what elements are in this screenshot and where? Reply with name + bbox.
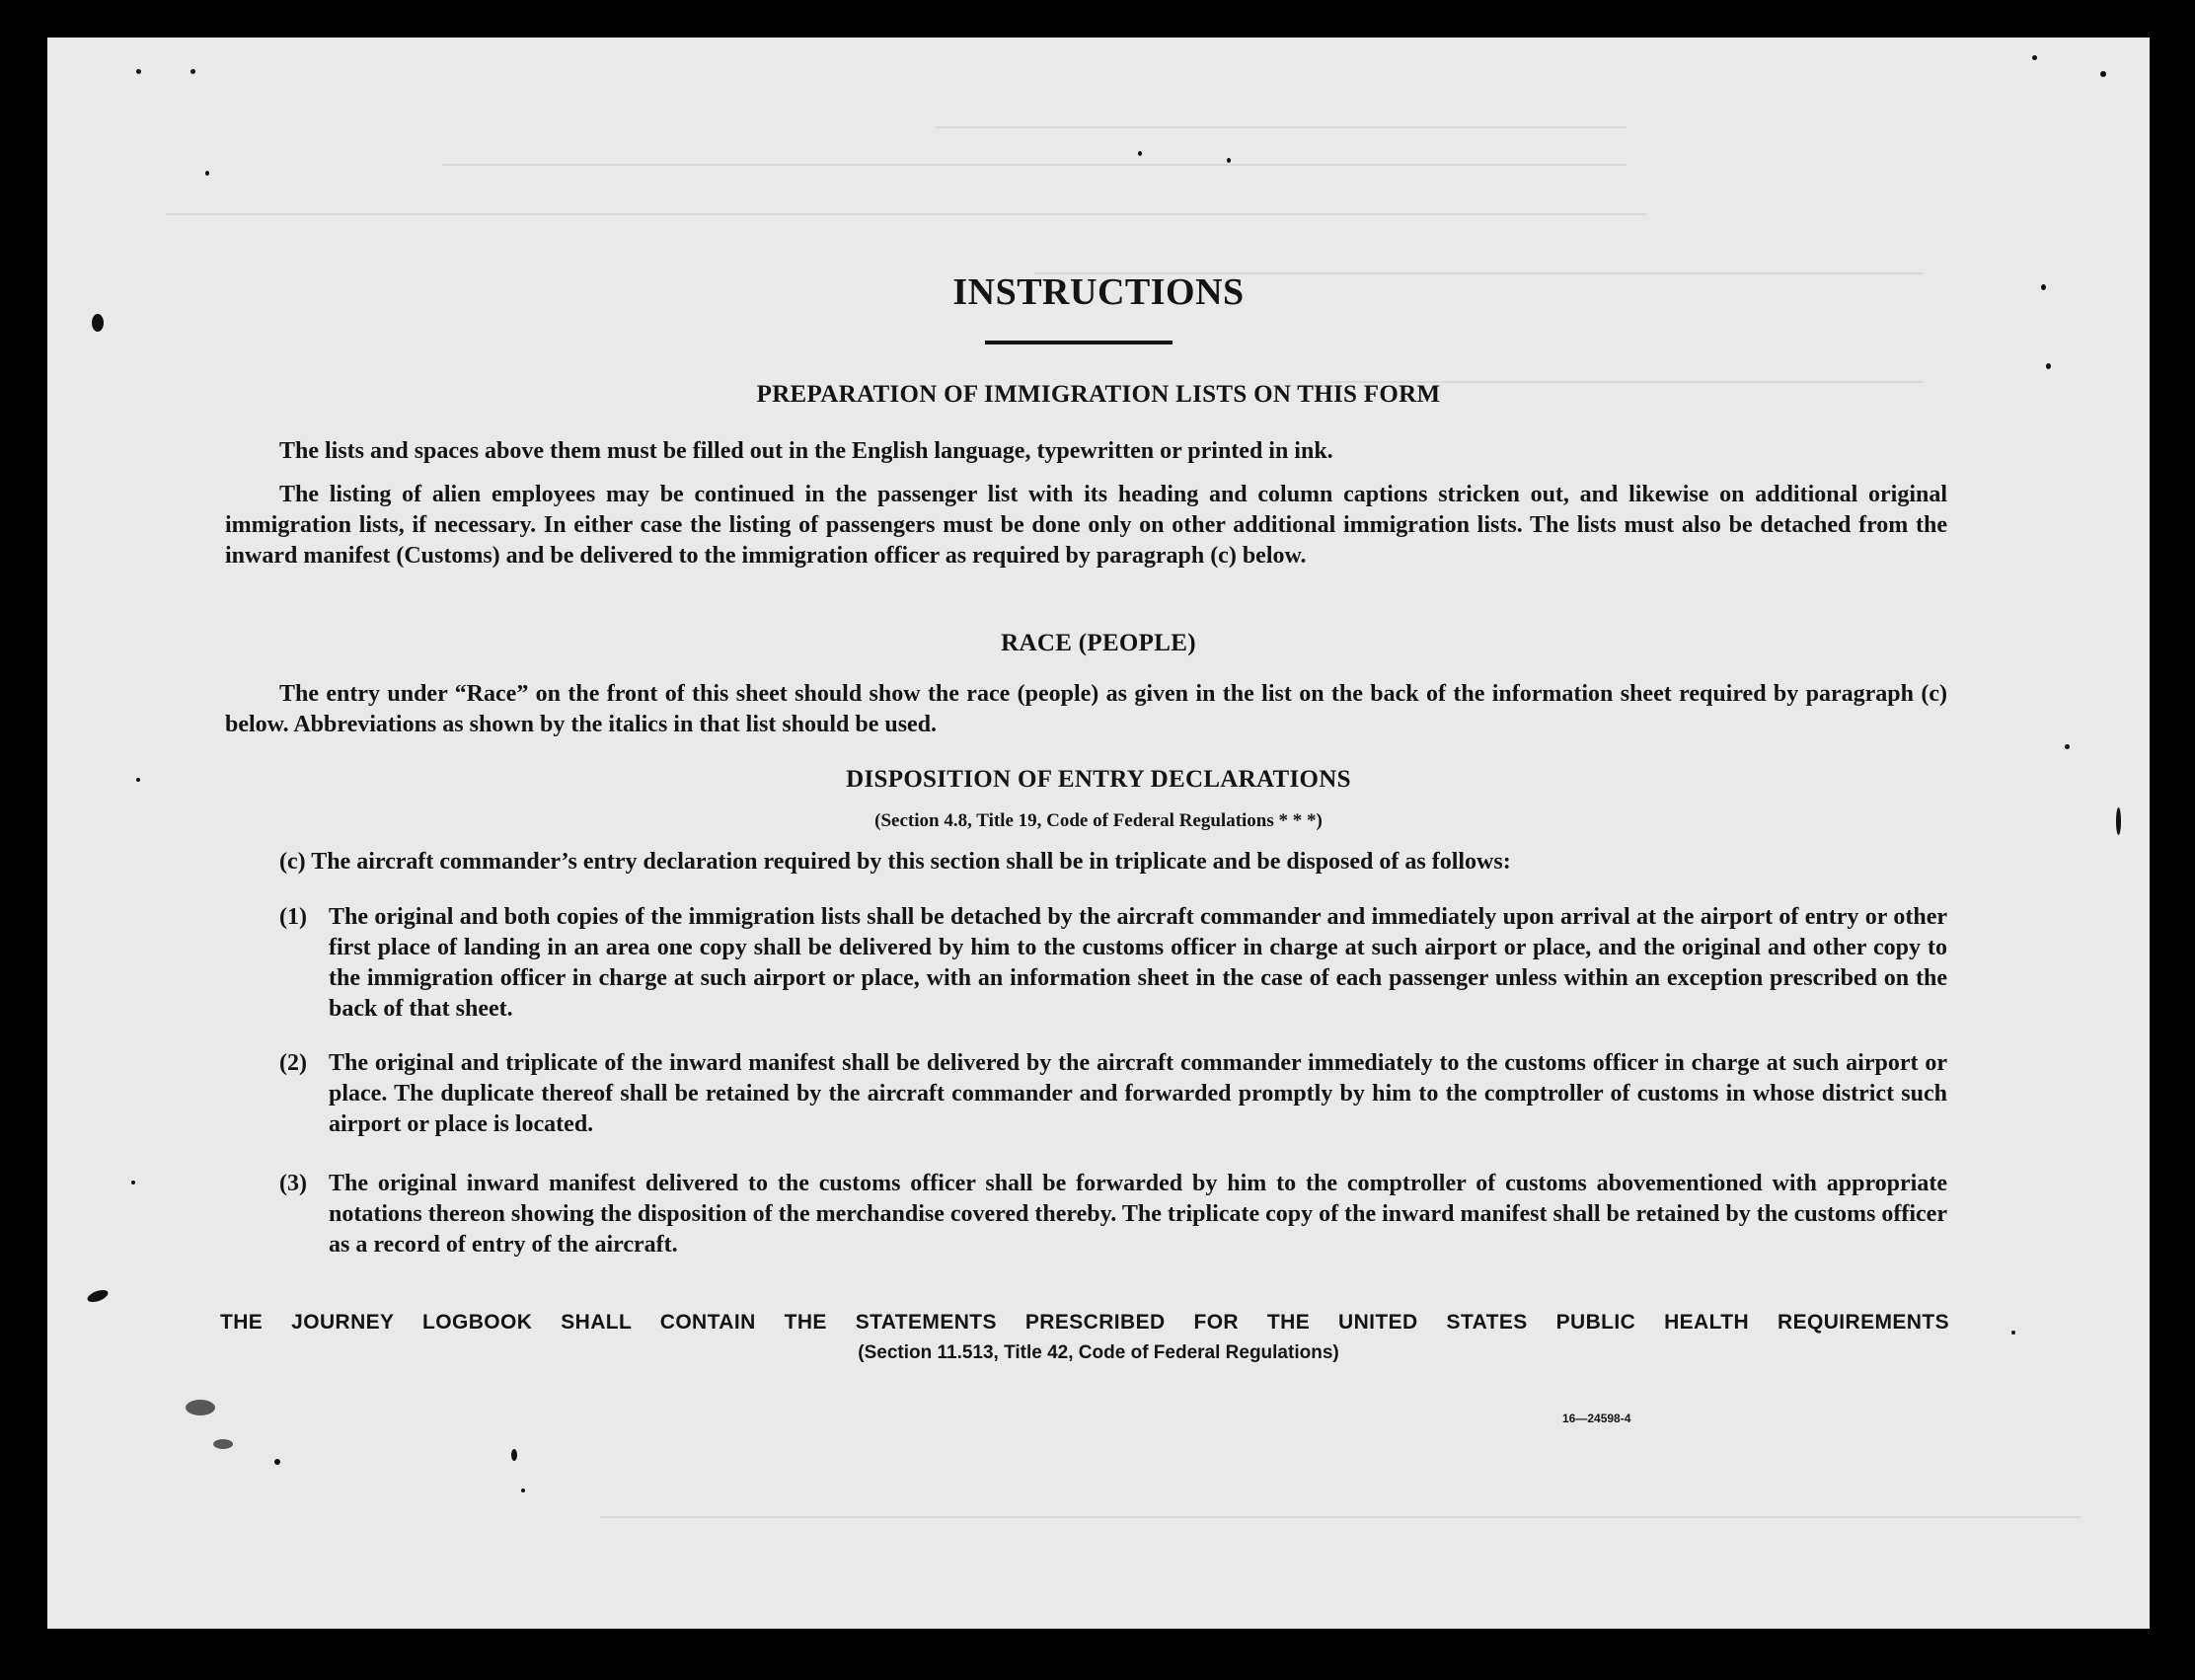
disposition-citation: (Section 4.8, Title 19, Code of Federal Regulations * * *) bbox=[874, 810, 1323, 831]
footer-citation: (Section 11.513, Title 42, Code of Federal Regulations) bbox=[858, 1342, 1339, 1363]
scan-speck bbox=[131, 1181, 135, 1184]
scan-speck bbox=[2032, 55, 2037, 60]
item-text: The original and both copies of the immigration lists shall be detached by the aircraft commander and immediately upon arrival at the airport of entry or other first place of landing in an area one copy shall be delivered by him to the customs officer in charge at such airport or place, and the original and other copy to the immigration officer in charge at such airport or place, with an information sheet in the case of each passenger unless within an exception prescribed on the back of that sheet. bbox=[329, 904, 1947, 1022]
scan-speck bbox=[92, 314, 104, 332]
preparation-paragraph-1 bbox=[225, 436, 1947, 467]
preparation-paragraph-2 bbox=[225, 480, 1947, 572]
scan-speck bbox=[1227, 158, 1231, 163]
footer-statement: THE JOURNEY LOGBOOK SHALL CONTAIN THE STATEMENTS PRESCRIBED FOR THE UNITED STATES PUBLIC HEALTH REQUIREMENTS bbox=[220, 1311, 1949, 1334]
bleed-through-mark bbox=[442, 146, 1627, 166]
scan-speck bbox=[2046, 363, 2051, 369]
scan-speck bbox=[521, 1489, 525, 1492]
preparation-paragraph-1-text: The lists and spaces above them must be filled out in the English language, typewritten or printed in ink. bbox=[279, 438, 1333, 464]
scan-speck bbox=[205, 171, 209, 176]
disposition-item-3 bbox=[279, 1169, 1947, 1260]
scan-speck bbox=[511, 1449, 517, 1461]
scan-speck bbox=[213, 1439, 233, 1449]
disposition-intro bbox=[225, 847, 1947, 878]
item-number: (1) bbox=[279, 904, 307, 930]
scan-speck bbox=[274, 1459, 280, 1465]
scan-speck bbox=[2065, 744, 2070, 749]
title-underline bbox=[985, 341, 1173, 344]
scan-speck bbox=[136, 69, 141, 74]
bleed-through-mark bbox=[1330, 363, 1923, 383]
scan-speck bbox=[86, 1288, 110, 1305]
item-number: (3) bbox=[279, 1171, 307, 1196]
race-paragraph bbox=[225, 679, 1947, 740]
section-heading-race: RACE (PEOPLE) bbox=[1001, 630, 1196, 656]
race-paragraph-text: The entry under “Race” on the front of this sheet should show the race (people) as given in the list on the back of the information sheet required by paragraph (c) below. Abbreviations as shown by the italics in that list should be used. bbox=[225, 681, 1947, 737]
preparation-paragraph-2-text: The listing of alien employees may be continued in the passenger list with its heading and column captions stricken out, and likewise on additional original immigration lists, if necessary. In either case the listing of passengers must be done only on other additional immigration lists. The lists must also be detached from the inward manifest (Customs) and be delivered to the immigration officer as required by paragraph (c) below. bbox=[225, 482, 1947, 569]
disposition-intro-text: (c) The aircraft commander’s entry declaration required by this section shall be in triplicate and be disposed of as follows: bbox=[279, 849, 1511, 875]
disposition-item-2 bbox=[279, 1048, 1947, 1140]
scan-speck bbox=[2011, 1331, 2015, 1335]
item-text: The original inward manifest delivered to the customs officer shall be forwarded by him to the comptroller of customs abovementioned with appropriate notations thereon showing the disposition of the merchandise covered thereby. The triplicate copy of the inward manifest shall be retained by the customs officer as a record of entry of the aircraft. bbox=[329, 1171, 1947, 1258]
section-heading-disposition: DISPOSITION OF ENTRY DECLARATIONS bbox=[846, 766, 1351, 793]
form-number: 16—24598-4 bbox=[1562, 1412, 1631, 1425]
bleed-through-mark bbox=[166, 195, 1646, 215]
item-number: (2) bbox=[279, 1050, 307, 1076]
scan-speck bbox=[2100, 71, 2106, 77]
document-page bbox=[47, 38, 2150, 1629]
page-title: INSTRUCTIONS bbox=[952, 271, 1245, 313]
scan-speck bbox=[190, 69, 195, 74]
bleed-through-mark bbox=[936, 107, 1627, 128]
disposition-item-1 bbox=[279, 902, 1947, 1025]
bleed-through-mark bbox=[600, 1498, 2081, 1518]
scan-speck bbox=[1138, 151, 1142, 156]
item-text: The original and triplicate of the inward manifest shall be delivered by the aircraft commander immediately to the customs officer in charge at such airport or place. The duplicate thereof shall be retained by the aircraft commander and forwarded promptly by him to the comptroller of customs in whose district such airport or place is located. bbox=[329, 1050, 1947, 1137]
scan-speck bbox=[186, 1400, 215, 1415]
section-heading-preparation: PREPARATION OF IMMIGRATION LISTS ON THIS FORM bbox=[756, 381, 1441, 408]
